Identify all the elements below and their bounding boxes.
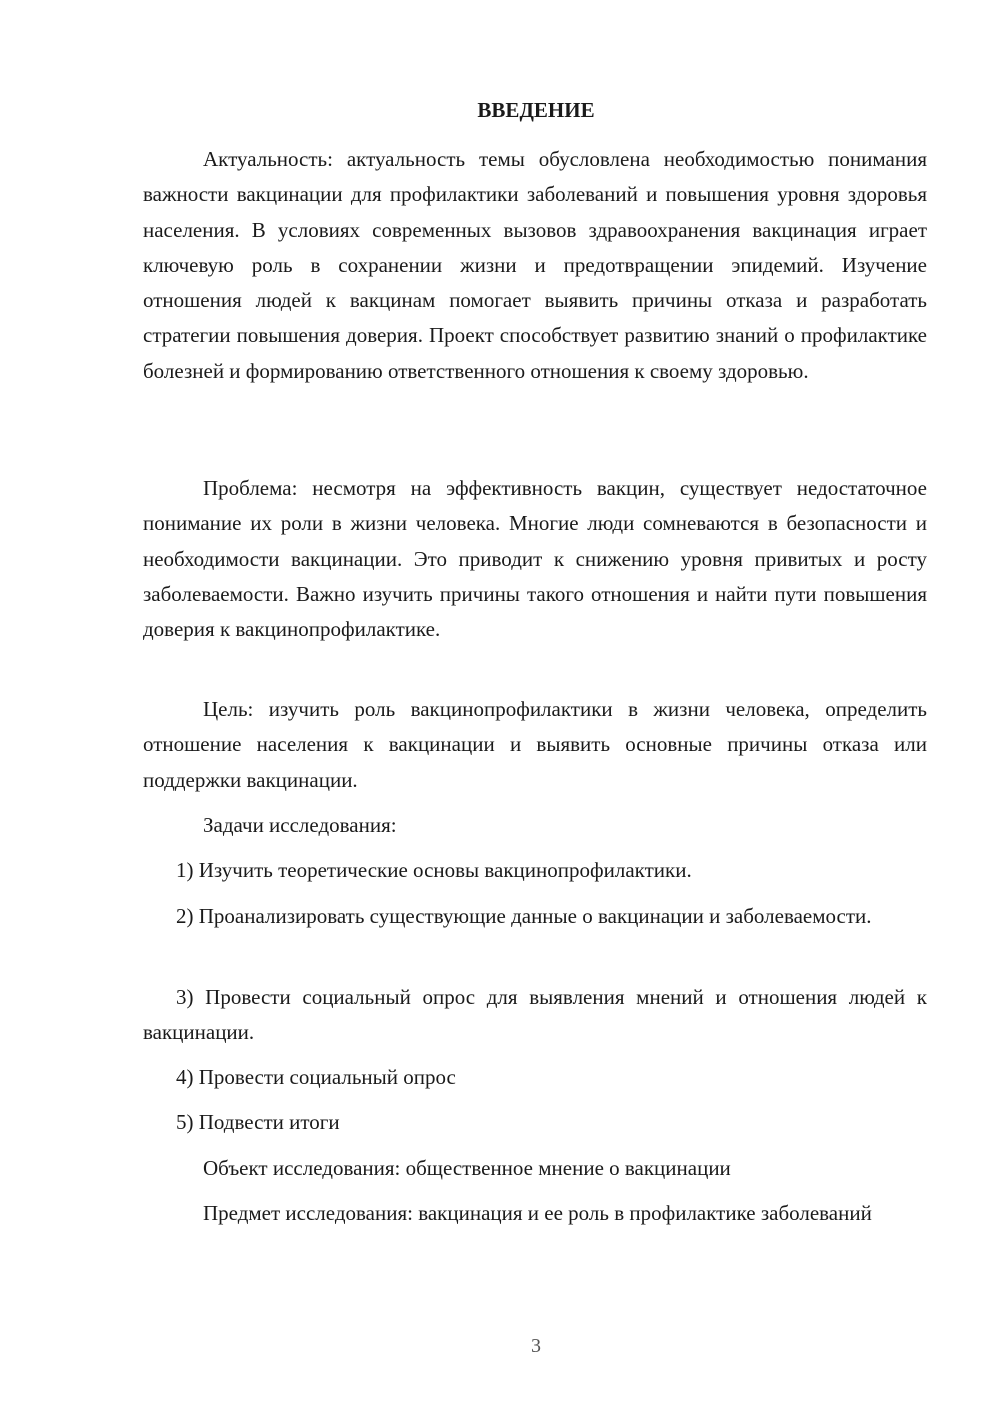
tasks-heading: Задачи исследования: xyxy=(203,813,397,837)
task-item-3: 3) Провести социальный опрос для выявления мнений и отношения людей к вакцинации. xyxy=(143,985,927,1045)
section-heading: ВВЕДЕНИЕ xyxy=(477,98,595,122)
object-paragraph: Объект исследования: общественное мнение о вакцинации xyxy=(203,1156,731,1180)
page-number: 3 xyxy=(531,1335,541,1357)
task-item-2: 2) Проанализировать существующие данные о вакцинации и заболеваемости. xyxy=(176,904,872,928)
task-item-4: 4) Провести социальный опрос xyxy=(176,1065,456,1089)
subject-paragraph: Предмет исследования: вакцинация и ее роль в профилактике заболеваний xyxy=(203,1201,872,1225)
problem-paragraph: Проблема: несмотря на эффективность вакцин, существует недостаточное понимание их роли в жизни человека. Многие люди сомневаются в безопасности и необходимости вакцинации. Это приводит к снижению уровня привитых и росту заболеваемости. Важно изучить причины такого отношения и найти пути повышения доверия к вакцинопрофилактике. xyxy=(143,476,927,642)
relevance-paragraph: Актуальность: актуальность темы обусловлена необходимостью понимания важности вакцинации для профилактики заболеваний и повышения уровня здоровья населения. В условиях современных вызовов здравоохранения вакцинация играет ключевую роль в сохранении жизни и предотвращении эпидемий. Изучение отношения людей к вакцинам помогает выявить причины отказа и разработать стратегии повышения доверия. Проект способствует развитию знаний о профилактике болезней и формированию ответственного отношения к своему здоровью. xyxy=(143,147,927,383)
goal-paragraph: Цель: изучить роль вакцинопрофилактики в жизни человека, определить отношение населения к вакцинации и выявить основные причины отказа или поддержки вакцинации. xyxy=(143,697,927,792)
task-item-1: 1) Изучить теоретические основы вакцинопрофилактики. xyxy=(176,858,692,882)
task-item-5: 5) Подвести итоги xyxy=(176,1110,340,1134)
